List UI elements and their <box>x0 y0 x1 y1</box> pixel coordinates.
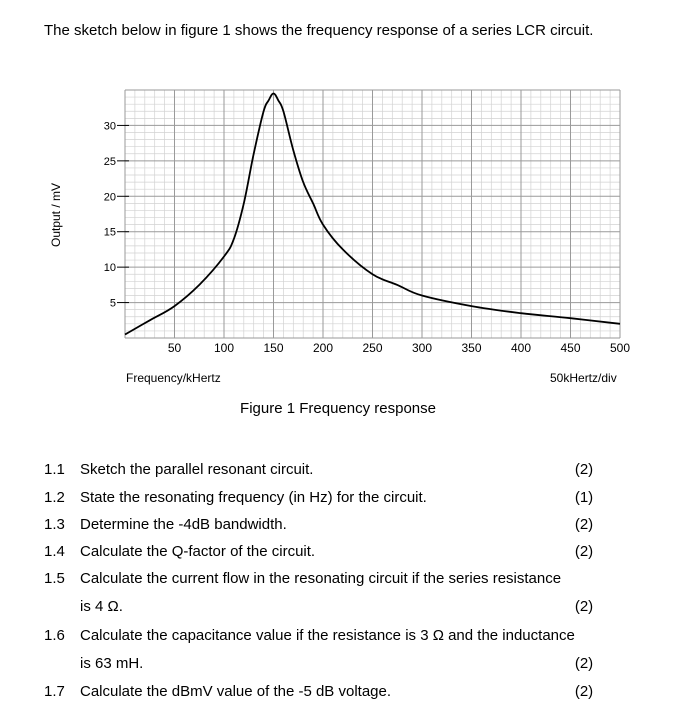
y-tick-label: 15 <box>103 226 116 239</box>
chart-y-axis-label: Output / mV <box>49 182 63 248</box>
chart-scale-note: 50kHertz/div <box>550 371 617 385</box>
question-text-continued: is 4 Ω. <box>80 598 123 615</box>
question-number: 1.4 <box>44 543 65 560</box>
question-text: Sketch the parallel resonant circuit. <box>80 461 314 478</box>
question-marks: (2) <box>574 655 594 672</box>
chart-x-axis <box>168 341 631 355</box>
x-tick-label: 350 <box>461 341 482 355</box>
question-number: 1.5 <box>44 570 65 587</box>
x-tick-label: 300 <box>411 341 433 355</box>
question-text-continued: is 63 mH. <box>80 655 144 672</box>
x-tick-label: 150 <box>263 341 284 355</box>
y-tick-label: 10 <box>103 262 116 275</box>
x-tick-label: 100 <box>213 341 235 355</box>
question-marks: (2) <box>574 598 594 615</box>
question-number: 1.6 <box>44 627 65 644</box>
question-number: 1.7 <box>44 683 65 700</box>
x-tick-label: 450 <box>560 341 581 355</box>
question-text: Determine the -4dB bandwidth. <box>80 516 287 533</box>
question-text: Calculate the current flow in the resonating circuit if the series resistance <box>80 570 562 587</box>
x-tick-label: 400 <box>510 341 532 355</box>
question-marks: (2) <box>574 683 594 700</box>
figure-caption: Figure 1 Frequency response <box>240 400 436 417</box>
question-text: Calculate the Q-factor of the circuit. <box>80 543 316 560</box>
question-number: 1.2 <box>44 489 65 506</box>
question-text: Calculate the capacitance value if the resistance is 3 Ω and the inductance <box>80 627 575 644</box>
question-marks: (2) <box>574 516 594 533</box>
question-number: 1.1 <box>44 461 65 478</box>
question-text: Calculate the dBmV value of the -5 dB voltage. <box>80 683 392 700</box>
x-tick-label: 200 <box>312 341 334 355</box>
x-tick-label: 250 <box>362 341 383 355</box>
chart-x-axis-label: Frequency/kHertz <box>126 371 221 385</box>
y-tick-label: 20 <box>103 191 116 204</box>
question-number: 1.3 <box>44 516 65 533</box>
y-tick-label: 25 <box>103 155 116 168</box>
question-marks: (1) <box>574 489 594 506</box>
chart-grid-major <box>125 90 620 338</box>
question-marks: (2) <box>574 461 594 478</box>
question-text: State the resonating frequency (in Hz) for the circuit. <box>80 489 427 506</box>
x-tick-label: 500 <box>609 341 631 355</box>
y-tick-label: 5 <box>109 297 116 310</box>
x-tick-label: 50 <box>167 341 182 355</box>
intro-text: The sketch below in figure 1 shows the frequency response of a series LCR circuit. <box>44 22 594 39</box>
y-tick-label: 30 <box>103 120 116 133</box>
question-marks: (2) <box>574 543 594 560</box>
